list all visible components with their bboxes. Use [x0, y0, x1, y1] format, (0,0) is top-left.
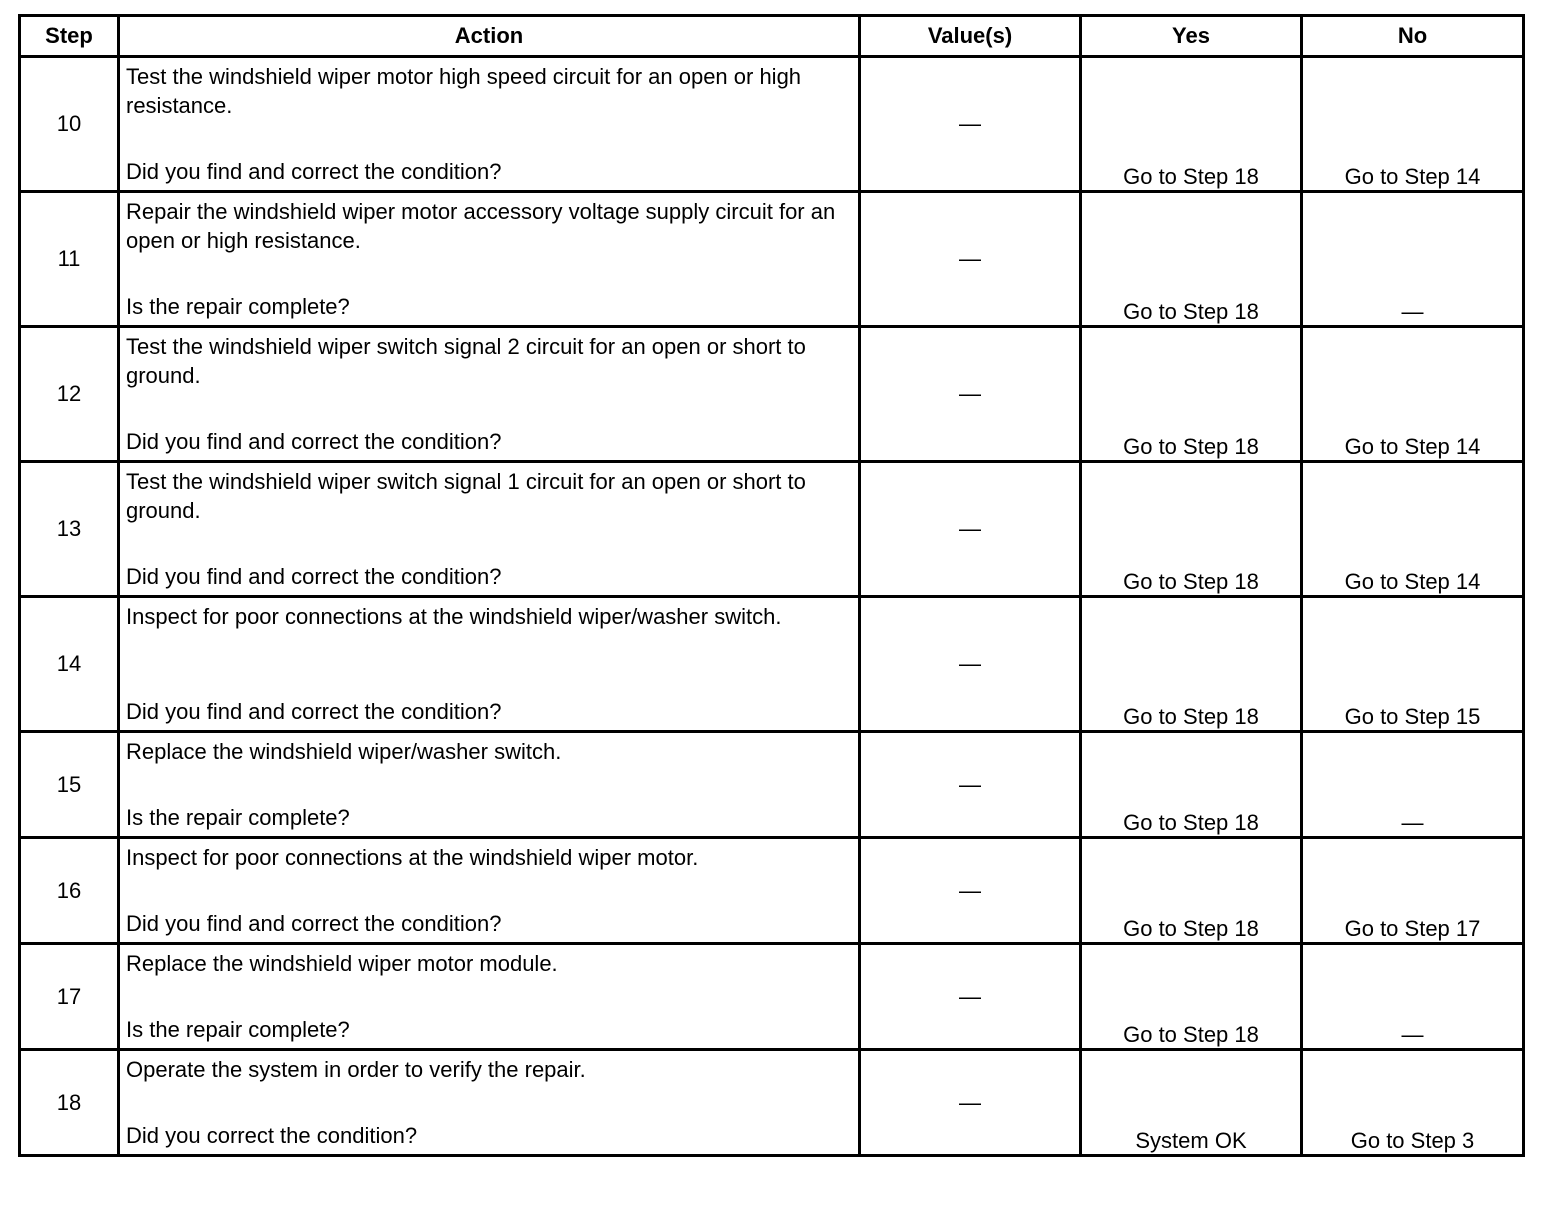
step-number: 14: [20, 597, 119, 732]
action-question: Did you find and correct the condition?: [126, 564, 502, 589]
action-question: Did you find and correct the condition?: [126, 911, 502, 936]
action-text: Replace the windshield wiper motor module.: [126, 951, 558, 976]
yes-cell: Go to Step 18: [1081, 944, 1302, 1050]
action-question: Did you find and correct the condition?: [126, 699, 502, 724]
value-cell: —: [860, 57, 1081, 192]
no-cell: Go to Step 14: [1302, 57, 1524, 192]
yes-cell: Go to Step 18: [1081, 597, 1302, 732]
table-row: [20, 732, 1524, 838]
step-number: 12: [20, 327, 119, 462]
value-cell: —: [860, 732, 1081, 838]
action-text: Test the windshield wiper switch signal 2 circuit for an open or short to ground.: [126, 334, 806, 388]
action-cell: [119, 838, 860, 944]
action-cell: [119, 57, 860, 192]
step-number: 15: [20, 732, 119, 838]
step-number: 18: [20, 1050, 119, 1156]
yes-cell: Go to Step 18: [1081, 462, 1302, 597]
action-question: Is the repair complete?: [126, 294, 350, 319]
table-row: [20, 597, 1524, 732]
action-text: Replace the windshield wiper/washer switch.: [126, 739, 562, 764]
header-row: [20, 16, 1524, 57]
action-cell: [119, 1050, 860, 1156]
value-cell: —: [860, 838, 1081, 944]
yes-cell: Go to Step 18: [1081, 732, 1302, 838]
value-cell: —: [860, 462, 1081, 597]
action-text: Test the windshield wiper motor high speed circuit for an open or high resistance.: [126, 64, 802, 118]
action-cell: [119, 944, 860, 1050]
value-cell: —: [860, 944, 1081, 1050]
table-row: [20, 192, 1524, 327]
table-row: [20, 327, 1524, 462]
action-question: Did you find and correct the condition?: [126, 429, 502, 454]
action-cell: [119, 597, 860, 732]
action-text: Operate the system in order to verify the repair.: [126, 1057, 586, 1082]
value-cell: —: [860, 597, 1081, 732]
diagnostic-table: [18, 14, 1525, 1157]
header-yes: Yes: [1081, 16, 1302, 57]
no-cell: Go to Step 15: [1302, 597, 1524, 732]
step-number: 16: [20, 838, 119, 944]
table-row: [20, 1050, 1524, 1156]
yes-cell: Go to Step 18: [1081, 838, 1302, 944]
action-text: Test the windshield wiper switch signal 1 circuit for an open or short to ground.: [126, 469, 806, 523]
yes-cell: Go to Step 18: [1081, 327, 1302, 462]
no-cell: Go to Step 3: [1302, 1050, 1524, 1156]
header-no: No: [1302, 16, 1524, 57]
yes-cell: Go to Step 18: [1081, 192, 1302, 327]
action-text: Inspect for poor connections at the windshield wiper motor.: [126, 845, 699, 870]
yes-cell: Go to Step 18: [1081, 57, 1302, 192]
no-cell: —: [1302, 944, 1524, 1050]
step-number: 10: [20, 57, 119, 192]
action-question: Is the repair complete?: [126, 805, 350, 830]
header-step: Step: [20, 16, 119, 57]
value-cell: —: [860, 1050, 1081, 1156]
no-cell: —: [1302, 192, 1524, 327]
action-cell: [119, 192, 860, 327]
value-cell: —: [860, 192, 1081, 327]
action-cell: [119, 462, 860, 597]
header-values: Value(s): [860, 16, 1081, 57]
no-cell: Go to Step 14: [1302, 462, 1524, 597]
step-number: 13: [20, 462, 119, 597]
action-cell: [119, 732, 860, 838]
step-number: 11: [20, 192, 119, 327]
action-text: Repair the windshield wiper motor accessory voltage supply circuit for an open or high resistance.: [126, 199, 836, 253]
table-row: [20, 57, 1524, 192]
action-text: Inspect for poor connections at the windshield wiper/washer switch.: [126, 604, 782, 629]
table-row: [20, 944, 1524, 1050]
no-cell: Go to Step 17: [1302, 838, 1524, 944]
step-number: 17: [20, 944, 119, 1050]
action-question: Did you correct the condition?: [126, 1123, 418, 1148]
table-row: [20, 462, 1524, 597]
no-cell: —: [1302, 732, 1524, 838]
value-cell: —: [860, 327, 1081, 462]
header-action: Action: [119, 16, 860, 57]
yes-cell: System OK: [1081, 1050, 1302, 1156]
action-cell: [119, 327, 860, 462]
table-row: [20, 838, 1524, 944]
action-question: Did you find and correct the condition?: [126, 159, 502, 184]
no-cell: Go to Step 14: [1302, 327, 1524, 462]
action-question: Is the repair complete?: [126, 1017, 350, 1042]
